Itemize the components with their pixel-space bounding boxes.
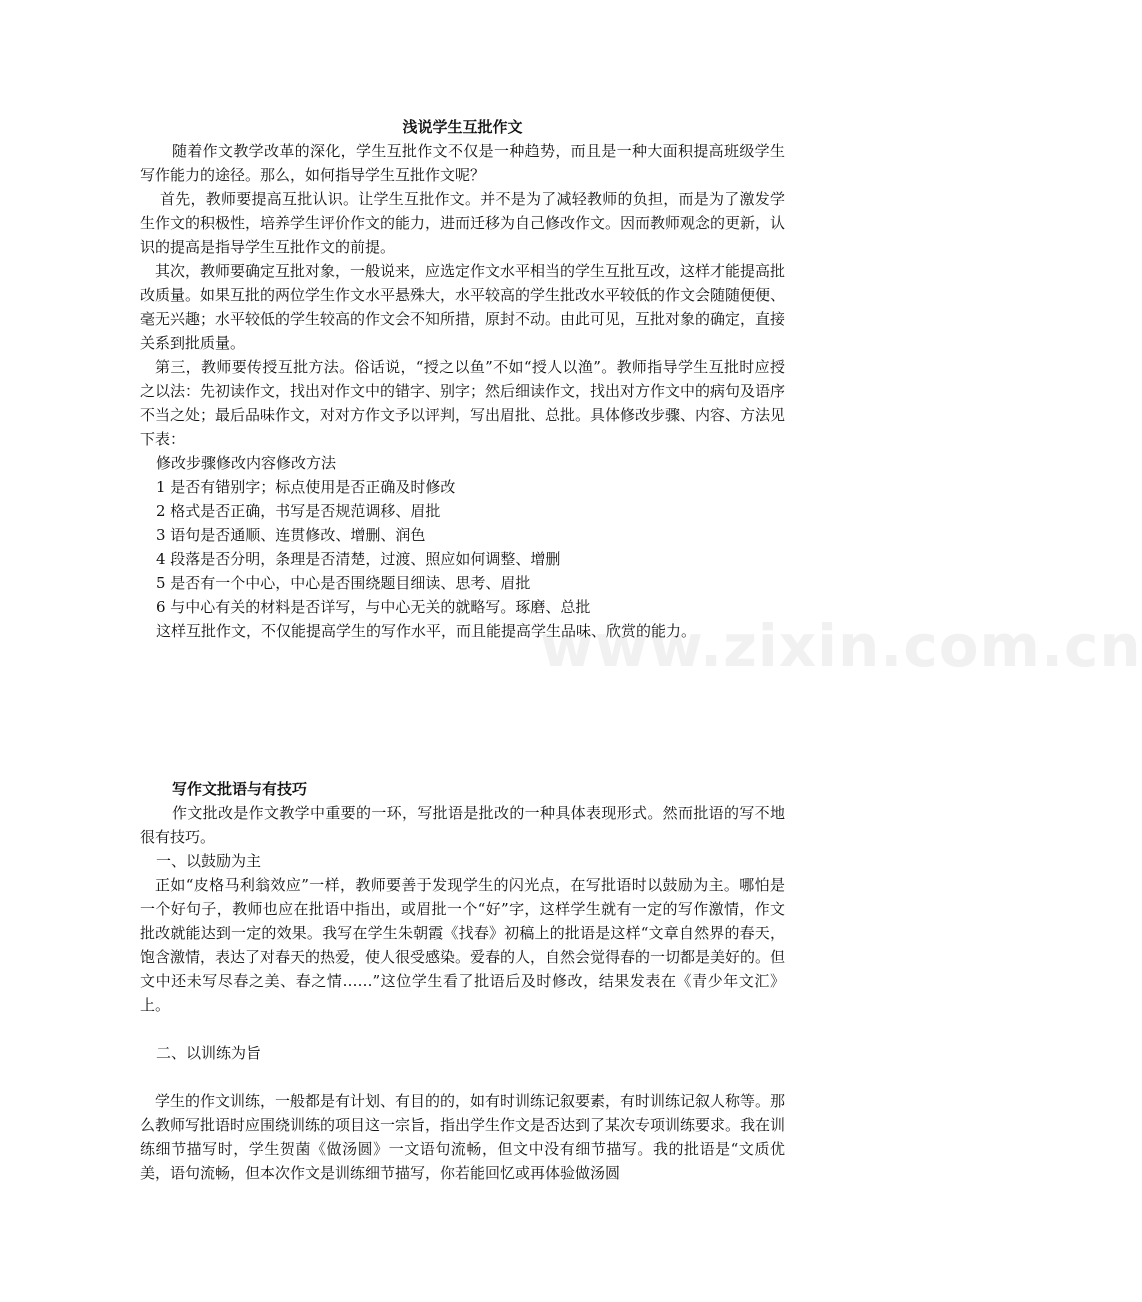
document-body [140, 116, 785, 1185]
article-1-title: 浅说学生互批作文 [402, 118, 523, 136]
article-2-title: 写作文批语与有技巧 [172, 780, 308, 798]
article-2 [140, 777, 785, 1185]
table-header: 修改步骤修改内容修改方法 [156, 454, 337, 472]
article-2-paragraph: 学生的作文训练，一般都是有计划、有目的的，如有时训练记叙要素，有时训练记叙人称等。那么教师写批语时应围绕训练的项目这一宗旨，指出学生作文是否达到了某次专项训练要求。我在训练细节描写时，学生贺菌《做汤圆》一文语句流畅，但文中没有细节描写。我的批语是“文质优美，语句流畅，但本次作文是训练细节描写，你若能回忆或再体验做汤圆 [140, 1092, 786, 1182]
table-row: 2 格式是否正确，书写是否规范调移、眉批 [156, 502, 441, 520]
watermark: www.zixin.com.cn [540, 612, 1142, 680]
article-2-intro: 作文批改是作文教学中重要的一环，写批语是批改的一种具体表现形式。然而批语的写不地很有技巧。 [140, 804, 785, 846]
article-1-paragraph: 其次，教师要确定互批对象，一般说来，应选定作文水平相当的学生互批互改，这样才能提高批改质量。如果互批的两位学生作文水平悬殊大，水平较高的学生批改水平较低的作文会随随便便、毫无兴趣；水平较低的学生较高的作文会不知所措，原封不动。由此可见，互批对象的确定，直接关系到批质量。 [140, 262, 786, 352]
table-row: 1 是否有错别字；标点使用是否正确及时修改 [156, 478, 456, 496]
section-heading: 一、以鼓励为主 [156, 852, 262, 870]
table-row: 3 语句是否通顺、连贯修改、增删、润色 [156, 526, 426, 544]
table-row: 5 是否有一个中心，中心是否围绕题目细读、思考、眉批 [156, 574, 531, 592]
article-1-conclusion: 这样互批作文，不仅能提高学生的写作水平，而且能提高学生品味、欣赏的能力。 [156, 622, 697, 640]
spacer [140, 1065, 785, 1089]
article-2-paragraph: 正如“皮格马利翁效应”一样，教师要善于发现学生的闪光点，在写批语时以鼓励为主。哪怕是一个好句子，教师也应在批语中指出，或眉批一个“好”字，这样学生就有一定的写作激情，作文批改就能达到一定的效果。我写在学生朱朝霞《找春》初稿上的批语是这样“文章自然界的春天，饱含激情，表达了对春天的热爱，使人很受感染。爱春的人，自然会觉得春的一切都是美好的。但文中还未写尽春之美、春之情……”这位学生看了批语后及时修改，结果发表在《青少年文汇》上。 [140, 876, 786, 1014]
table-row: 4 段落是否分明，条理是否清楚，过渡、照应如何调整、增删 [156, 550, 561, 568]
section-heading: 二、以训练为旨 [156, 1044, 262, 1062]
article-1-paragraph: 第三，教师要传授互批方法。俗话说，“授之以鱼”不如“授人以渔”。教师指导学生互批时应授之以法：先初读作文，找出对作文中的错字、别字；然后细读作文，找出对方作文中的病句及语序不当之处；最后品味作文，对对方作文予以评判，写出眉批、总批。具体修改步骤、内容、方法见下表： [140, 358, 786, 448]
table-row: 6 与中心有关的材料是否详写，与中心无关的就略写。琢磨、总批 [156, 598, 591, 616]
article-1-paragraph: 首先，教师要提高互批认识。让学生互批作文。并不是为了减轻教师的负担，而是为了激发学生作文的积极性，培养学生评价作文的能力，进而迁移为自己修改作文。因而教师观念的更新，认识的提高是指导学生互批作文的前提。 [140, 190, 786, 256]
spacer [140, 1017, 785, 1041]
article-1-paragraph: 随着作文教学改革的深化，学生互批作文不仅是一种趋势，而且是一种大面积提高班级学生写作能力的途径。那么，如何指导学生互批作文呢？ [140, 142, 785, 184]
